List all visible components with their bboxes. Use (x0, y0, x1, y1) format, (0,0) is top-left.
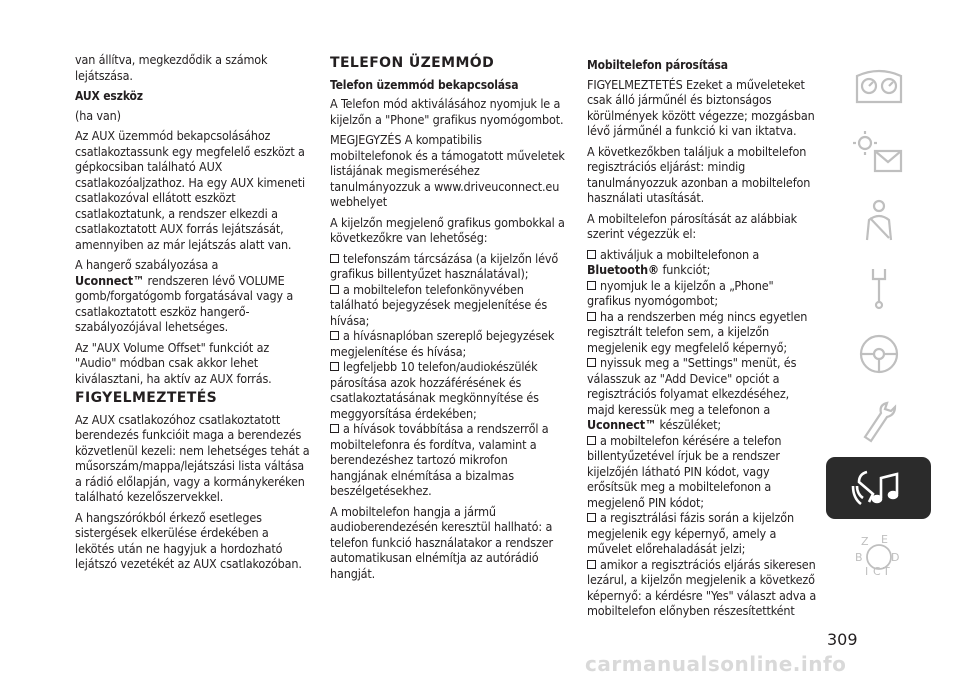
list-item (587, 355, 817, 433)
paragraph: A hangszórókból érkező esetleges sistergések elkerülése érdekében a lekötés után ne hagyjuk a hordozható lejátszó vezetékét az AUX csatlakozóban. (75, 509, 302, 571)
paragraph: Az "AUX Volume Offset" funkciót az "Audio" módban csak akkor lehet kiválasztani, ha aktív az AUX forrás. (75, 339, 272, 386)
bullet-square-icon (587, 436, 596, 445)
column-right (587, 52, 817, 624)
list-item-text: a mobiltelefon telefonkönyvében található bejegyzések megjelenítése és hívása; (330, 281, 548, 328)
list-item (330, 328, 565, 359)
paragraph: A Telefon mód aktiválásához nyomjuk le a kijelzőn a "Phone" grafikus nyomógombot. (330, 96, 564, 127)
warning-paragraph: FIGYELMEZTETÉS Ezeket a műveleteket csak álló járműnél és biztonságos körülmények között végezze; mozgásban lévő járműnél a funkció ki van iktatva. (587, 76, 815, 138)
bullet-square-icon (330, 362, 339, 371)
list-item (330, 359, 565, 421)
svg-text:T: T (882, 565, 890, 578)
bullet-square-icon (330, 254, 339, 263)
tab-index[interactable] (826, 524, 931, 586)
heading-warning: FIGYELMEZTETÉS (75, 390, 218, 406)
multimedia-icon (851, 464, 907, 512)
bullet-square-icon (330, 285, 339, 294)
list-item-text: készüléket; (656, 417, 721, 432)
bullet-square-icon (587, 358, 596, 367)
paragraph: van állítva, megkezdődik a számok lejátszása. (75, 52, 268, 83)
bullet-square-icon (587, 250, 596, 259)
note-paragraph: MEGJEGYZÉS A kompatibilis mobiltelefonok és a támogatott műveletek listájának megismeréséhez tanulmányozzuk a www.driveuconnect.eu webhelyet (330, 132, 565, 209)
tab-warning-lights[interactable] (826, 122, 931, 184)
page-number: 309 (827, 630, 858, 649)
bullet-square-icon (587, 312, 596, 321)
list-item (587, 309, 817, 356)
pairing-steps (587, 247, 817, 619)
wrench-icon (851, 263, 907, 311)
bullet-square-icon (587, 560, 596, 569)
list-item (330, 251, 565, 282)
paragraph: A mobiltelefon hangja a jármű audioberendezésén keresztül hallható: a telefon funkció használatakor a rendszer automatikusan elnémítja az autórádió hangját. (330, 503, 553, 581)
list-item (587, 247, 817, 278)
list-item-text: a regisztrálási fázis során a kijelzőn megjelenik egy képernyő, amely a művelet előrehaladását jelzi; (587, 510, 794, 556)
list-item (587, 278, 817, 309)
tab-emergency[interactable] (826, 323, 931, 385)
svg-text:B: B (854, 551, 863, 564)
svg-text:I: I (864, 565, 868, 578)
tab-starting-driving[interactable] (826, 256, 931, 318)
svg-text:Z: Z (860, 535, 869, 548)
paragraph: A következőkben találjuk a mobiltelefon regisztrációs eljárást: mindig tanulmányozzuk azonban a mobiltelefon használati utasítását. (587, 143, 811, 205)
list-item-text: ha a rendszerben még nincs egyetlen regisztrált telefon sem, a kijelzőn megjelenik egy megfelelő képernyő; (587, 308, 808, 355)
svg-text:D: D (890, 551, 899, 564)
bluetooth-brand: Bluetooth® (587, 262, 660, 277)
list-item (330, 421, 565, 499)
column-left (75, 52, 310, 577)
list-item-text: nyissuk meg a "Settings" menüt, és válasszuk az "Add Device" opciót a regisztrációs folyamat elkezdéséhez, majd keressük meg a telefonon a (587, 355, 797, 417)
svg-text:E: E (880, 533, 888, 546)
list-item (587, 557, 817, 619)
list-item (330, 282, 565, 329)
bullet-square-icon (587, 281, 596, 290)
aux-availability-note: (ha van) (75, 107, 121, 123)
column-middle (330, 52, 565, 586)
seatbelt-icon (851, 196, 907, 244)
uconnect-brand: Uconnect™ (75, 272, 145, 288)
list-item-text: a hívások továbbítása a rendszerről a mobiltelefonra és fordítva, valamint a berendezéshez tartozó mikrofon hangjának elnémítása a bizalmas beszélgetésekhez. (330, 421, 549, 498)
chapter-tabs-sidebar (826, 55, 931, 591)
bullet-square-icon (587, 513, 596, 522)
paragraph: A mobiltelefon párosítását az alábbiak szerint végezzük el: (587, 210, 798, 241)
heading-phone-mode: TELEFON ÜZEMMÓD (330, 55, 495, 71)
list-item (587, 433, 817, 511)
heading-phone-on: Telefon üzemmód bekapcsolása (330, 77, 519, 92)
list-item-text: amikor a regisztrációs eljárás sikeresen lezárul, a kijelzőn megjelenik a következő képernyő: a kérdésre "Yes" választ adva a mobiltelefon előnyben részesítettként (587, 556, 817, 618)
tab-multimedia[interactable] (826, 457, 931, 519)
tab-safety[interactable] (826, 189, 931, 251)
uconnect-brand: Uconnect™ (587, 417, 657, 432)
bullet-square-icon (330, 424, 339, 433)
text: A hangerő szabályozása a (75, 257, 219, 272)
list-item-text: legfeljebb 10 telefon/audiokészülék párosítása azok hozzáférésének és csatlakoztatásának megkönnyítése és meggyorsítása érdekében; (330, 359, 539, 421)
bullet-square-icon (330, 331, 339, 340)
heading-aux: AUX eszköz (75, 89, 143, 103)
heading-pairing: Mobiltelefon párosítása (587, 58, 728, 72)
watermark: carmanualsonline.info (585, 652, 847, 676)
list-item-text: funkciót; (659, 262, 711, 277)
list-item (587, 510, 817, 557)
car-dashboard-icon (851, 62, 907, 110)
list-item-text: a hívásnaplóban szereplő bejegyzések megjelenítése és hívása; (330, 328, 555, 359)
steering-wheel-icon (851, 330, 907, 378)
list-item-text: a mobiltelefon kérésére a telefon billentyűzetével írjuk be a rendszer kijelzőjén látható PIN kódot, vagy erősítsük meg a mobiltelefonon a megjelenő PIN kódot; (587, 432, 782, 510)
list-item-text: aktiváljuk a mobiltelefonon a (600, 246, 760, 262)
tools-icon (851, 397, 907, 445)
list-item-text: nyomjuk le a kijelzőn a „Phone" grafikus nyomógombot; (587, 277, 774, 308)
warning-lights-icon (851, 129, 907, 177)
paragraph: Az AUX üzemmód bekapcsolásához csatlakoztassunk egy megfelelő eszközt a gépkocsiban található AUX csatlakozóaljzathoz. Ha egy AUX kimeneti csatlakozóval ellátott eszközt csatlakoztatunk, a rendszer elkezdi a csatlakoztatott AUX forrás lejátszását, amennyiben az már lejátszás alatt van. (75, 128, 305, 252)
svg-text:C: C (872, 565, 881, 578)
list-item-text: telefonszám tárcsázása (a kijelzőn lévő grafikus billentyűzet használatával); (330, 250, 559, 281)
paragraph: A kijelzőn megjelenő grafikus gombokkal a következőkre van lehetőség: (330, 214, 565, 245)
tab-maintenance[interactable] (826, 390, 931, 452)
paragraph (75, 257, 310, 335)
feature-list (330, 251, 565, 499)
text: rendszeren lévő VOLUME gomb/forgatógomb forgatásával vagy a csatlakoztatott eszköz hangerő-szabályozójával lehetséges. (75, 272, 294, 334)
paragraph: Az AUX csatlakozóhoz csatlakoztatott berendezés funkcióit maga a berendezés közvetlenül kezeli: nem lehetséges tehát a műsorszám/mappa/lejátszási lista váltása a rádió előlapján, vagy a kormánykeréken található kezelőszervekkel. (75, 411, 310, 504)
alphabetical-index-icon (851, 531, 907, 579)
tab-dashboard[interactable] (826, 55, 931, 117)
